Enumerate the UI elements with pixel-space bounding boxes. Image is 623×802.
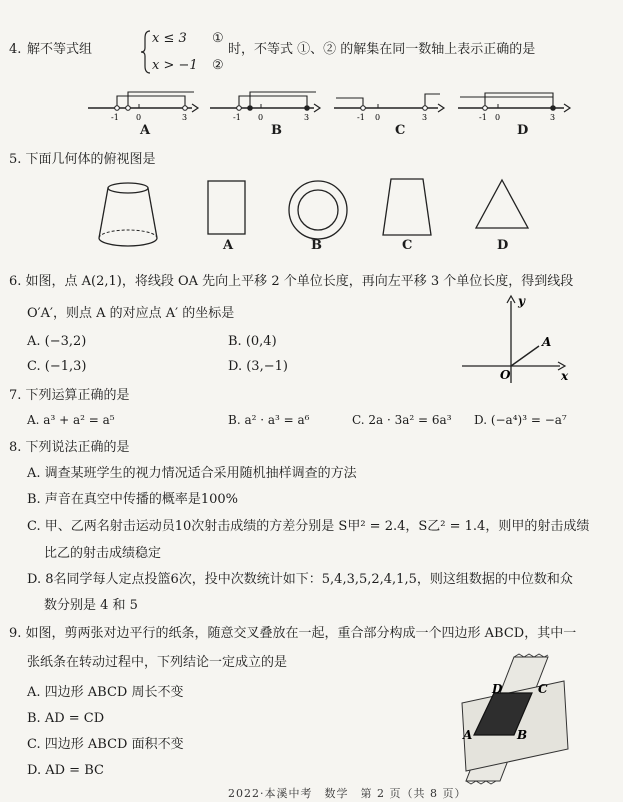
origin-label: O <box>500 368 511 382</box>
q9-stem-line-2: 张纸条在转动过程中，下列结论一定成立的是 <box>27 655 288 670</box>
q5-option-d-figure <box>474 178 530 230</box>
q4-option-c-label: C <box>395 123 406 138</box>
tick-label: -1 <box>111 113 119 122</box>
q4-stem: 时，不等式 ①、② 的解集在同一数轴上表示正确的是 <box>228 42 536 57</box>
q4-inequality-1: x ≤ 3 <box>152 31 187 46</box>
q4-lead: 解不等式组 <box>27 42 93 57</box>
q8-option-b: B. 声音在真空中传播的概率是100% <box>27 492 238 507</box>
q4-option-a-number-line <box>88 88 198 122</box>
vertex-a-label: A <box>463 728 473 742</box>
tick-label: 0 <box>495 113 501 122</box>
q6-coordinate-figure <box>462 293 574 385</box>
q4-option-d-label: D <box>517 123 529 138</box>
vertex-b-label: B <box>517 728 528 742</box>
q5-frustum-solid <box>96 178 160 252</box>
q5-option-a-figure <box>207 180 247 236</box>
q6-option-a: A. (−3,2) <box>27 334 87 349</box>
q4-option-b-label: B <box>271 123 282 138</box>
q8-option-c-line-2: 比乙的射击成绩稳定 <box>44 546 162 561</box>
q6-stem-line-2: O′A′，则点 A 的对应点 A′ 的坐标是 <box>27 306 235 321</box>
tick-label: -1 <box>233 113 241 122</box>
q4-option-c-number-line <box>334 88 444 122</box>
q6-stem-line-1: 6. 如图，点 A(2,1)，将线段 OA 先向上平移 2 个单位长度，再向左平移 3 个单位长度，得到线段 <box>9 274 574 289</box>
tick-label: -1 <box>479 113 487 122</box>
q4-number: 4. <box>9 42 22 57</box>
q6-option-d: D. (3,−1) <box>228 359 288 374</box>
tick-label: 3 <box>182 113 188 122</box>
tick-label: 3 <box>422 113 428 122</box>
point-a-label: A <box>542 335 552 349</box>
q5-option-b-label: B <box>311 238 322 253</box>
q8-option-d-line-2: 数分别是 4 和 5 <box>44 598 138 613</box>
q9-option-a: A. 四边形 ABCD 周长不变 <box>27 685 184 700</box>
q5-option-d-label: D <box>497 238 509 253</box>
q9-option-c: C. 四边形 ABCD 面积不变 <box>27 737 184 752</box>
vertex-c-label: C <box>538 682 548 696</box>
tick-label: 3 <box>550 113 556 122</box>
q5-option-b-figure <box>287 179 349 241</box>
q4-option-a-label: A <box>140 123 151 138</box>
tick-label: 3 <box>304 113 310 122</box>
tick-label: 0 <box>258 113 264 122</box>
x-axis-label: x <box>561 369 569 383</box>
q7-option-d: D. (−a⁴)³ = −a⁷ <box>474 413 567 427</box>
q9-option-d: D. AD = BC <box>27 763 104 778</box>
q8-option-d-line-1: D. 8名同学每人定点投篮6次，投中次数统计如下：5,4,3,5,2,4,1,5，则这组数据的中位数和众 <box>27 572 573 587</box>
q4-inequality-2: x > −1 <box>152 58 198 73</box>
q7-option-b: B. a² · a³ = a⁶ <box>228 413 310 427</box>
q5-option-a-label: A <box>223 238 234 253</box>
vertex-d-label: D <box>492 682 503 696</box>
q5-option-c-label: C <box>402 238 413 253</box>
q7-stem: 7. 下列运算正确的是 <box>9 388 130 403</box>
q7-option-a: A. a³ + a² = a⁵ <box>27 413 115 427</box>
y-axis-label: y <box>518 294 525 308</box>
q9-stem-line-1: 9. 如图，剪两张对边平行的纸条，随意交叉叠放在一起，重合部分构成一个四边形 ABCD，其中一 <box>9 626 577 641</box>
q9-option-b: B. AD = CD <box>27 711 105 726</box>
tick-label: 0 <box>136 113 142 122</box>
page-footer: 2022·本溪中考 数学 第 2 页（共 8 页） <box>228 787 467 800</box>
q6-option-b: B. (0,4) <box>228 334 277 349</box>
q8-option-a: A. 调查某班学生的视力情况适合采用随机抽样调查的方法 <box>27 466 357 481</box>
tick-label: 0 <box>375 113 381 122</box>
q8-option-c-line-1: C. 甲、乙两名射击运动员10次射击成绩的方差分别是 S甲² = 2.4，S乙² = 1.4，则甲的射击成绩 <box>27 519 590 534</box>
q7-option-c: C. 2a · 3a² = 6a³ <box>352 413 452 427</box>
q4-mark-2: ② <box>212 58 224 73</box>
q4-option-d-number-line <box>458 88 570 122</box>
system-brace <box>141 30 151 74</box>
q5-option-c-figure <box>381 177 433 237</box>
q4-mark-1: ① <box>212 31 224 46</box>
tick-label: -1 <box>357 113 365 122</box>
q6-option-c: C. (−1,3) <box>27 359 87 374</box>
q8-stem: 8. 下列说法正确的是 <box>9 440 130 455</box>
q9-paper-strips-figure <box>452 645 578 785</box>
q5-stem: 5. 下面几何体的俯视图是 <box>9 152 156 167</box>
q4-option-b-number-line <box>210 88 320 122</box>
